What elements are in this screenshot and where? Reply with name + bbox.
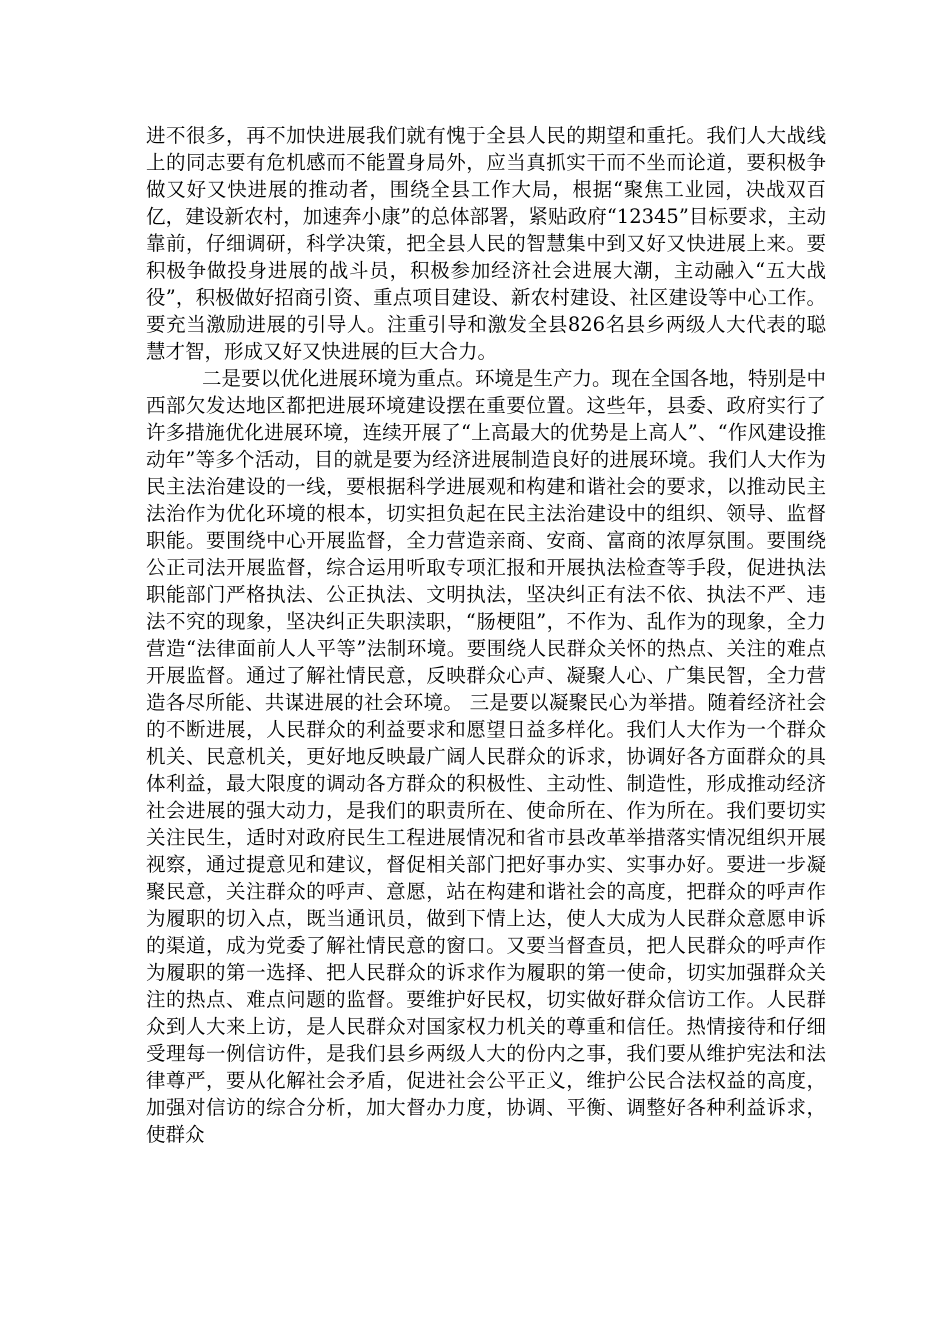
paragraph-continued: 进不很多，再不加快进展我们就有愧于全县人民的期望和重托。我们人大战线上的同志要有危机感而不能置身局外，应当真抓实干而不坐而论道，要积极争做又好又快进展的推动者，围绕全县工作大局，根据“聚焦工业园，决战双百亿，建设新农村，加速奔小康”的总体部署，紧贴政府“12345”目标要求，主动靠前，仔细调研，科学决策，把全县人民的智慧集中到又好又快进展上来。要积极争做投身进展的战斗员，积极参加经济社会进展大潮，主动融入“五大战役”，积极做好招商引资、重点项目建设、新农村建设、社区建设等中心工作。要充当激励进展的引导人。注重引导和激发全县826名县乡两级人大代表的聪慧才智，形成又好又快进展的巨大合力。	[146, 124, 826, 363]
document-body	[146, 122, 826, 1148]
paragraph-environment: 二是要以优化进展环境为重点。环境是生产力。现在全国各地，特别是中西部欠发达地区都把进展环境建设摆在重要位置。这些年，县委、政府实行了许多措施优化进展环境，连续开展了“上高最大的优势是上高人”、“作风建设推动年”等多个活动，目的就是要为经济进展制造良好的进展环境。我们人大作为民主法治建设的一线，要根据科学进展观和构建和谐社会的要求，以推动民主法治作为优化环境的根本，切实担负起在民主法治建设中的组织、领导、监督职能。要围绕中心开展监督，全力营造亲商、安商、富商的浓厚氛围。要围绕公正司法开展监督，综合运用听取专项汇报和开展执法检查等手段，促进执法职能部门严格执法、公正执法、文明执法，坚决纠正有法不依、执法不严、违法不究的现象，坚决纠正失职渎职，“肠梗阻”，不作为、乱作为的现象，全力营造“法律面前人人平等”法制环境。要围绕人民群众关怀的热点、关注的难点开展监督。通过了解社情民意，反映群众心声、凝聚人心、广集民智，全力营造各尽所能、共谋进展的社会环境。 三是要以凝聚民心为举措。随着经济社会的不断进展，人民群众的利益要求和愿望日益多样化。我们人大作为一个群众机关、民意机关，更好地反映最广阔人民群众的诉求，协调好各方面群众的具体利益，最大限度的调动各方群众的积极性、主动性、制造性，形成推动经济社会进展的强大动力，是我们的职责所在、使命所在、作为所在。我们要切实关注民生，适时对政府民生工程进展情况和省市县改革举措落实情况组织开展视察，通过提意见和建议，督促相关部门把好事办实、实事办好。要进一步凝聚民意，关注群众的呼声、意愿，站在构建和谐社会的高度，把群众的呼声作为履职的切入点，既当通讯员，做到下情上达，使人大成为人民群众意愿申诉的渠道，成为党委了解社情民意的窗口。又要当督查员，把人民群众的呼声作为履职的第一选择、把人民群众的诉求作为履职的第一使命，切实加强群众关注的热点、难点问题的监督。要维护好民权，切实做好群众信访工作。人民群众到人大来上访，是人民群众对国家权力机关的尊重和信任。热情接待和仔细受理每一例信访件，是我们县乡两级人大的份内之事，我们要从维护宪法和法律尊严，要从化解社会矛盾，促进社会公平正义，维护公民合法权益的高度，加强对信访的综合分析，加大督办力度，协调、平衡、调整好各种利益诉求，使群众	[146, 367, 827, 1146]
